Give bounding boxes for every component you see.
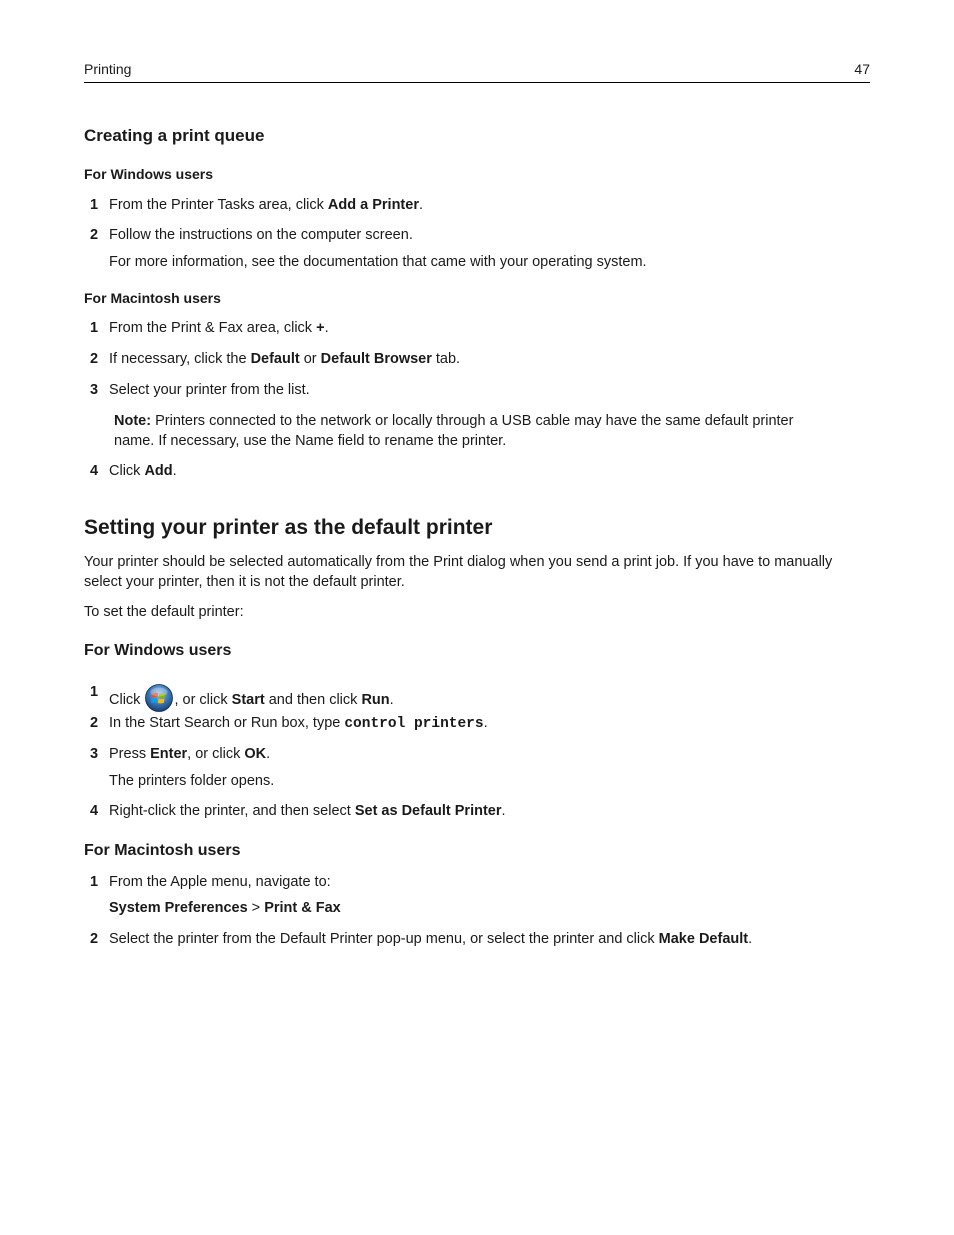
command-text: control printers xyxy=(344,716,484,732)
step-number: 3 xyxy=(90,746,99,762)
step-number: 1 xyxy=(90,684,99,700)
step-number: 4 xyxy=(90,463,99,479)
page-number: 47 xyxy=(854,61,870,77)
plus-label: + xyxy=(316,320,325,336)
step-number: 2 xyxy=(90,931,99,947)
default-title: Setting your printer as the default printer xyxy=(84,516,493,539)
step-number: 2 xyxy=(90,227,99,243)
default-intro-line-2: select your printer, then it is not the default printer. xyxy=(84,574,405,590)
queue-note-line-1: Note: Printers connected to the network or locally through a USB cable may have the same default printer xyxy=(114,413,794,429)
windows-start-icon xyxy=(145,684,173,712)
default-to-set: To set the default printer: xyxy=(84,604,244,620)
step-number: 1 xyxy=(90,197,99,213)
queue-note-line-2: name. If necessary, use the Name field to rename the printer. xyxy=(114,433,507,449)
header-section: Printing xyxy=(84,61,132,77)
page: Printing 47 Creating a print queue For Windows users 1 From the Printer Tasks area, click Add a Printer. 2 Follow the instructions on the computer screen. For more information, see the documentation that came with your operating system. For Macintosh users 1 From the Print & Fax area, click +. 2 If necessary, click the Default or Default Browser tab. 3 Select your printer from the list. Note: Printers connected to the network or locally through a USB cable may have the same default printer name. If necessary, use the Name field to rename the printer. 4 Click Add. Setting your printer as the default printer Your printer should be selected automatically from the Print dialog when you send a print job. If you have to manually select your printer, then it is not the default printer. To set the default printer: For Windows users 1 Click , or click Start and then click Run. 2 In the Start Search or Run box, type control printers. 3 Press Enter, or click OK. The printers folder opens. 4 Right-click the printer, and then select Set as Default Printer. For Macintosh users 1 From the Apple menu, navigate to: System Preferences > Print & Fax 2 Select the printer from the Default Printer pop-up menu, or select the printer and click Make Default. xyxy=(84,61,870,947)
step-number: 3 xyxy=(90,382,99,398)
default-intro-line-1: Your printer should be selected automatically from the Print dialog when you send a print job. If you have to manually xyxy=(84,554,833,570)
default-windows-heading: For Windows users xyxy=(84,642,232,659)
queue-mac-heading: For Macintosh users xyxy=(84,290,221,306)
queue-more-info: For more information, see the documentation that came with your operating system. xyxy=(109,254,647,270)
step-number: 2 xyxy=(90,351,99,367)
step-number: 1 xyxy=(90,874,99,890)
add-printer-label: Add a Printer xyxy=(327,197,419,213)
queue-windows-heading: For Windows users xyxy=(84,166,214,182)
running-header xyxy=(84,60,870,83)
queue-title: Creating a print queue xyxy=(84,126,265,145)
default-mac-menu-path: System Preferences > Print & Fax xyxy=(109,900,341,916)
step-number: 4 xyxy=(90,803,99,819)
default-folder-opens: The printers folder opens. xyxy=(109,773,275,789)
step-number: 1 xyxy=(90,320,99,336)
default-mac-heading: For Macintosh users xyxy=(84,842,241,859)
step-number: 2 xyxy=(90,715,99,731)
note-label: Note: xyxy=(114,413,152,429)
